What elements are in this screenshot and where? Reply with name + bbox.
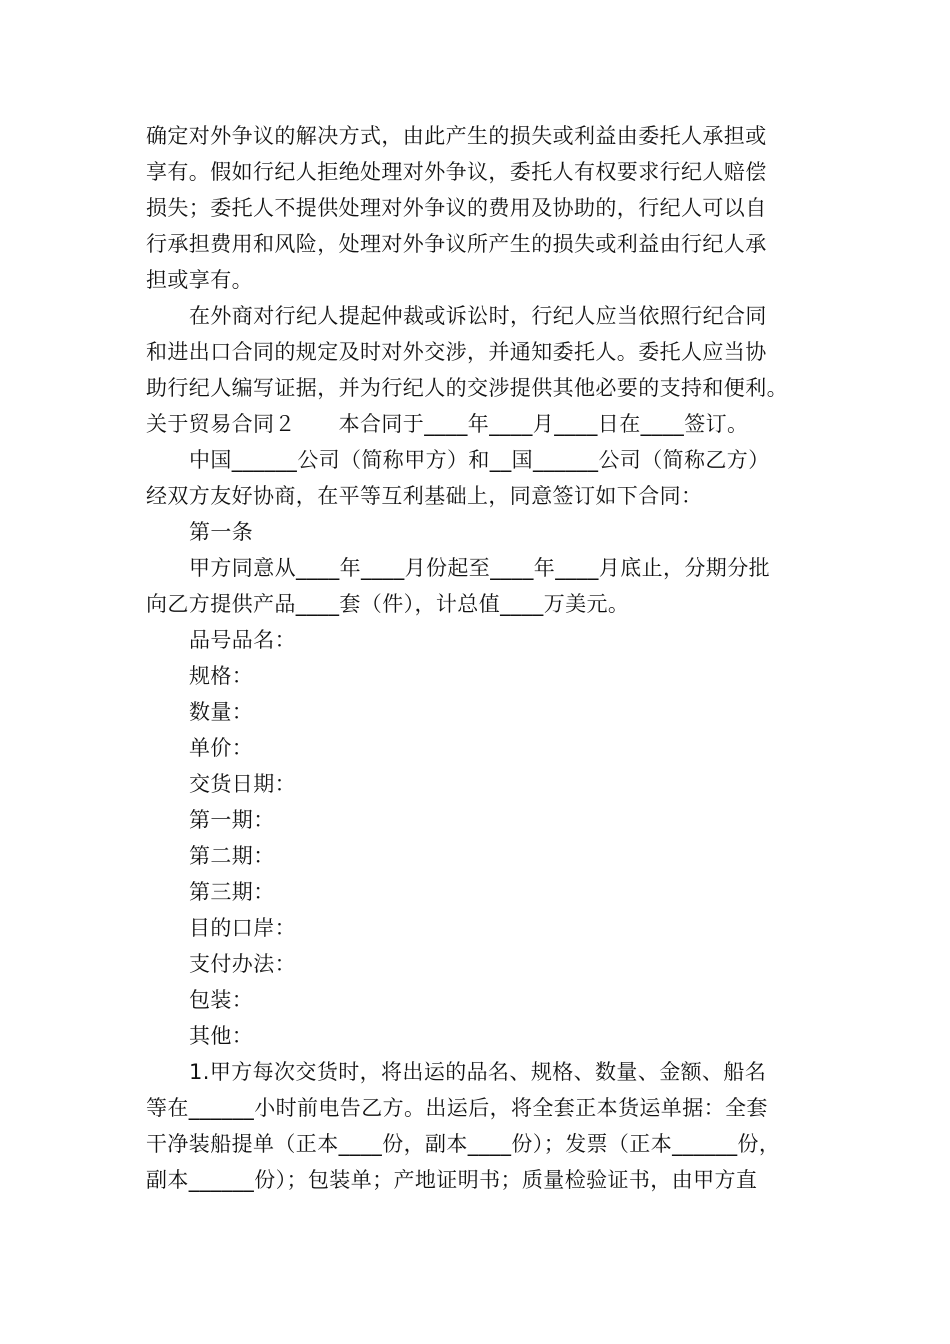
- text-line: 第一条: [189, 520, 254, 544]
- paragraph-supply-terms: [146, 550, 810, 622]
- field-phase-one: [146, 802, 810, 838]
- field-packaging: [146, 982, 810, 1018]
- field-label: 第一期：: [189, 808, 275, 832]
- text-line: 干净装船提单（正本____份，副本____份）；发票（正本______份，: [146, 1132, 781, 1156]
- field-other: [146, 1018, 810, 1054]
- field-quantity: [146, 694, 810, 730]
- document-body: [146, 118, 810, 1198]
- field-label: 数量：: [189, 700, 254, 724]
- text-line: 享有。假如行纪人拒绝处理对外争议，委托人有权要求行纪人赔偿: [146, 160, 767, 184]
- field-label: 支付办法：: [189, 952, 296, 976]
- field-label: 交货日期：: [189, 772, 296, 796]
- field-label: 目的口岸：: [189, 916, 296, 940]
- field-delivery-date: [146, 766, 810, 802]
- text-line: 损失；委托人不提供处理对外争议的费用及协助的，行纪人可以自: [146, 196, 767, 220]
- text-line: 副本______份）；包装单；产地证明书；质量检验证书，由甲方直: [146, 1168, 758, 1192]
- field-destination-port: [146, 910, 810, 946]
- field-payment-method: [146, 946, 810, 982]
- field-product-name: [146, 622, 810, 658]
- text-line: 1.甲方每次交货时，将出运的品名、规格、数量、金额、船名: [189, 1060, 767, 1084]
- field-label: 包装：: [189, 988, 254, 1012]
- field-specification: [146, 658, 810, 694]
- article-title: [146, 514, 810, 550]
- field-phase-two: [146, 838, 810, 874]
- text-line: 在外商对行纪人提起仲裁或诉讼时，行纪人应当依照行纪合同: [189, 304, 767, 328]
- field-label: 单价：: [189, 736, 254, 760]
- field-label: 第二期：: [189, 844, 275, 868]
- field-label: 规格：: [189, 664, 254, 688]
- field-label: 品号品名：: [189, 628, 296, 652]
- text-line: 经双方友好协商，在平等互利基础上，同意签订如下合同：: [146, 484, 703, 508]
- text-line: 中国______公司（简称甲方）和__国______公司（简称乙方）: [189, 448, 770, 472]
- text-line: 担或享有。: [146, 268, 253, 292]
- paragraph-arbitration: [146, 298, 810, 406]
- text-line: 甲方同意从____年____月份起至____年____月底止，分期分批: [189, 556, 770, 580]
- text-line: 向乙方提供产品____套（件），计总值____万美元。: [146, 592, 630, 616]
- paragraph-dispute-resolution: [146, 118, 810, 298]
- text-line: 助行纪人编写证据，并为行纪人的交涉提供其他必要的支持和便利。: [146, 376, 788, 400]
- field-label: 其他：: [189, 1024, 254, 1048]
- paragraph-delivery-notice: [146, 1054, 810, 1198]
- text-line: 和进出口合同的规定及时对外交涉，并通知委托人。委托人应当协: [146, 340, 767, 364]
- paragraph-parties: [146, 442, 810, 514]
- text-line: 等在______小时前电告乙方。出运后，将全套正本货运单据：全套: [146, 1096, 768, 1120]
- paragraph-contract-heading: [146, 406, 810, 442]
- text-line: 行承担费用和风险，处理对外争议所产生的损失或利益由行纪人承: [146, 232, 767, 256]
- text-line: 关于贸易合同２ 本合同于____年____月____日在____签订。: [146, 412, 749, 436]
- field-unit-price: [146, 730, 810, 766]
- text-line: 确定对外争议的解决方式，由此产生的损失或利益由委托人承担或: [146, 124, 767, 148]
- field-phase-three: [146, 874, 810, 910]
- field-label: 第三期：: [189, 880, 275, 904]
